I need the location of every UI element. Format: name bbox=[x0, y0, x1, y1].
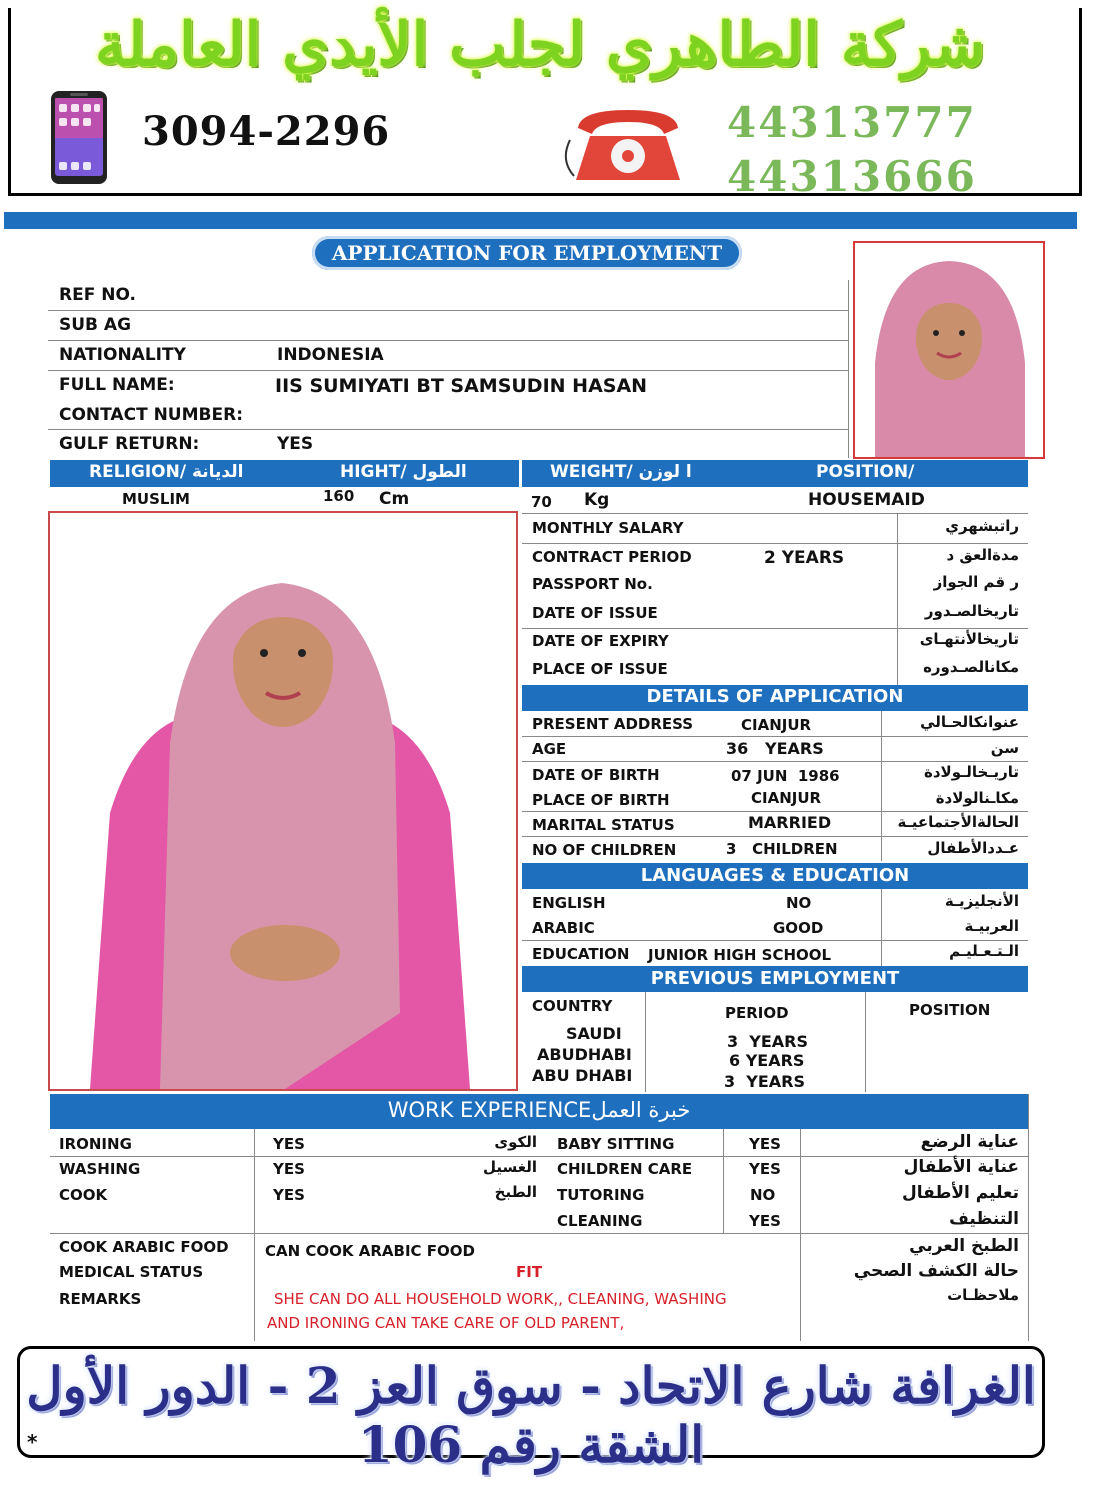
arabic-ar: العربيـة bbox=[964, 917, 1019, 935]
washing-value: YES bbox=[273, 1160, 305, 1178]
ironing-value: YES bbox=[273, 1135, 305, 1153]
place-issue-ar: مكانالصـدوره bbox=[923, 658, 1019, 676]
children-care-label: CHILDREN CARE bbox=[557, 1160, 693, 1178]
cleaning-label: CLEANING bbox=[557, 1212, 643, 1230]
dob-ar: تاريـخالـولادة bbox=[924, 763, 1019, 781]
present-address-value: CIANJUR bbox=[741, 716, 812, 734]
children-label: NO OF CHILDREN bbox=[532, 841, 677, 859]
weight-unit: Kg bbox=[584, 490, 610, 510]
pob-value: CIANJUR bbox=[751, 789, 822, 807]
remarks-line-1: SHE CAN DO ALL HOUSEHOLD WORK,, CLEANING, WASHING bbox=[274, 1290, 727, 1308]
children-value: 3 CHILDREN bbox=[726, 840, 838, 858]
ironing-label: IRONING bbox=[59, 1135, 132, 1153]
baby-sitting-ar: عناية الرضع bbox=[920, 1132, 1019, 1152]
cook-label: COOK bbox=[59, 1186, 108, 1204]
washing-label: WASHING bbox=[59, 1160, 141, 1178]
prev-country-1: SAUDI bbox=[566, 1024, 622, 1043]
languages-title: LANGUAGES & EDUCATION bbox=[640, 865, 910, 886]
cleaning-ar: التنظيف bbox=[949, 1209, 1019, 1229]
country-label: COUNTRY bbox=[532, 997, 613, 1015]
details-title: DETAILS OF APPLICATION bbox=[646, 686, 904, 707]
full-name-label: FULL NAME: bbox=[59, 375, 175, 395]
medical-label: MEDICAL STATUS bbox=[59, 1263, 204, 1281]
weight-label: WEIGHT/ ا لوزن bbox=[550, 462, 692, 482]
marital-ar: الحالةالأجتماعيـة bbox=[897, 813, 1019, 831]
ironing-ar: الكوى bbox=[494, 1133, 537, 1151]
cook-arabic-label: COOK ARABIC FOOD bbox=[59, 1238, 229, 1256]
dob-label: DATE OF BIRTH bbox=[532, 766, 660, 784]
applicant-photo-small bbox=[853, 241, 1045, 459]
height-label: HIGHT/ الطول bbox=[340, 462, 467, 482]
contact-number-label: CONTACT NUMBER: bbox=[59, 405, 243, 425]
period-label: PERIOD bbox=[725, 1004, 789, 1022]
medical-value: FIT bbox=[516, 1263, 543, 1281]
prev-period-3: 3 YEARS bbox=[724, 1072, 806, 1091]
prev-period-2: 6 YEARS bbox=[729, 1051, 805, 1070]
prev-country-2: ABUDHABI bbox=[537, 1045, 632, 1064]
height-unit: Cm bbox=[379, 489, 410, 509]
washing-ar: الغسيل bbox=[482, 1158, 537, 1176]
sub-ag-label: SUB AG bbox=[59, 315, 132, 335]
position-label: POSITION/ bbox=[816, 462, 915, 482]
divider bbox=[4, 212, 1077, 229]
place-issue-label: PLACE OF ISSUE bbox=[532, 660, 668, 678]
height-value: 160 bbox=[323, 487, 355, 505]
prev-position-label: POSITION bbox=[909, 1001, 991, 1019]
company-name: شركة الطاهري لجلب الأيدي العاملة bbox=[94, 10, 985, 80]
monthly-salary-label: MONTHLY SALARY bbox=[532, 519, 684, 537]
english-value: NO bbox=[786, 894, 812, 912]
work-experience-title: WORK EXPERIENCEخبرة العمل bbox=[387, 1098, 691, 1122]
prev-country-3: ABU DHABI bbox=[532, 1066, 633, 1085]
remarks-ar: ملاحظـات bbox=[947, 1286, 1019, 1304]
religion-value: MUSLIM bbox=[122, 490, 190, 508]
weight-value: 70 bbox=[531, 493, 552, 511]
children-care-ar: عناية الأطفال bbox=[903, 1157, 1019, 1177]
form-title: APPLICATION FOR EMPLOYMENT bbox=[312, 236, 742, 270]
arabic-label: ARABIC bbox=[532, 919, 595, 937]
english-ar: الأنجليزيـة bbox=[944, 892, 1019, 910]
tutoring-label: TUTORING bbox=[557, 1186, 645, 1204]
pob-label: PLACE OF BIRTH bbox=[532, 791, 670, 809]
remarks-line-2: AND IRONING CAN TAKE CARE OF OLD PARENT, bbox=[267, 1314, 625, 1332]
arabic-value: GOOD bbox=[773, 919, 824, 937]
education-ar: الـتـعـليـم bbox=[949, 942, 1019, 960]
full-name-value: IIS SUMIYATI BT SAMSUDIN HASAN bbox=[275, 375, 648, 397]
baby-sitting-value: YES bbox=[749, 1135, 781, 1153]
cleaning-value: YES bbox=[749, 1212, 781, 1230]
position-value: HOUSEMAID bbox=[808, 490, 925, 510]
english-label: ENGLISH bbox=[532, 894, 606, 912]
age-ar: سن bbox=[990, 739, 1019, 757]
age-value: 36 YEARS bbox=[726, 739, 824, 758]
mobile-number: 3094-2296 bbox=[142, 108, 391, 155]
gulf-return-value: YES bbox=[277, 434, 314, 454]
present-address-ar: عنوانكالحـالي bbox=[920, 713, 1019, 731]
date-issue-label: DATE OF ISSUE bbox=[532, 604, 658, 622]
medical-ar: حالة الكشف الصحي bbox=[853, 1261, 1019, 1281]
passport-ar: ر قم الجواز bbox=[933, 573, 1019, 591]
remarks-label: REMARKS bbox=[59, 1290, 142, 1308]
education-label: EDUCATION bbox=[532, 945, 630, 963]
dob-value: 07 JUN 1986 bbox=[731, 767, 840, 785]
date-expiry-label: DATE OF EXPIRY bbox=[532, 632, 669, 650]
education-value: JUNIOR HIGH SCHOOL bbox=[648, 946, 832, 964]
previous-employment-title: PREVIOUS EMPLOYMENT bbox=[650, 968, 900, 989]
cook-value: YES bbox=[273, 1186, 305, 1204]
phone-number-1: 44313777 bbox=[727, 98, 977, 147]
tutoring-ar: تعليم الأطفال bbox=[902, 1183, 1019, 1203]
cook-ar: الطبخ bbox=[494, 1183, 537, 1201]
telephone-icon bbox=[560, 100, 695, 185]
contract-period-value: 2 YEARS bbox=[764, 548, 845, 568]
marital-value: MARRIED bbox=[748, 813, 832, 832]
date-expiry-ar: تاريخالأنتهـاى bbox=[919, 630, 1019, 648]
prev-period-1: 3 YEARS bbox=[727, 1032, 809, 1051]
marital-label: MARITAL STATUS bbox=[532, 816, 675, 834]
children-care-value: YES bbox=[749, 1160, 781, 1178]
age-label: AGE bbox=[532, 740, 567, 758]
date-issue-ar: تاريخالصـدور bbox=[924, 602, 1019, 620]
monthly-salary-ar: راتبشهري bbox=[945, 517, 1019, 535]
cook-arabic-value: CAN COOK ARABIC FOOD bbox=[265, 1242, 475, 1260]
present-address-label: PRESENT ADDRESS bbox=[532, 715, 694, 733]
religion-label: RELIGION/ الديانة bbox=[89, 462, 244, 482]
phone-number-2: 44313666 bbox=[727, 152, 977, 201]
passport-label: PASSPORT No. bbox=[532, 575, 653, 593]
asterisk: * bbox=[27, 1430, 38, 1454]
nationality-value: INDONESIA bbox=[277, 345, 384, 365]
baby-sitting-label: BABY SITTING bbox=[557, 1135, 675, 1153]
ref-no-label: REF NO. bbox=[59, 285, 136, 305]
smartphone-icon bbox=[50, 90, 108, 185]
company-address: الغرافة شارع الاتحاد - سوق العز 2 - الدور الأول الشقة رقم 106 bbox=[26, 1356, 1036, 1474]
nationality-label: NATIONALITY bbox=[59, 345, 186, 365]
contract-period-ar: مدةالعق د bbox=[946, 546, 1019, 564]
pob-ar: مكاـنالولادة bbox=[935, 789, 1019, 807]
applicant-photo-large bbox=[48, 511, 518, 1091]
tutoring-value: NO bbox=[750, 1186, 776, 1204]
children-ar: عـددالأطفال bbox=[927, 839, 1019, 857]
gulf-return-label: GULF RETURN: bbox=[59, 434, 200, 454]
contract-period-label: CONTRACT PERIOD bbox=[532, 548, 692, 566]
cook-arabic-ar: الطبخ العربي bbox=[909, 1236, 1019, 1256]
